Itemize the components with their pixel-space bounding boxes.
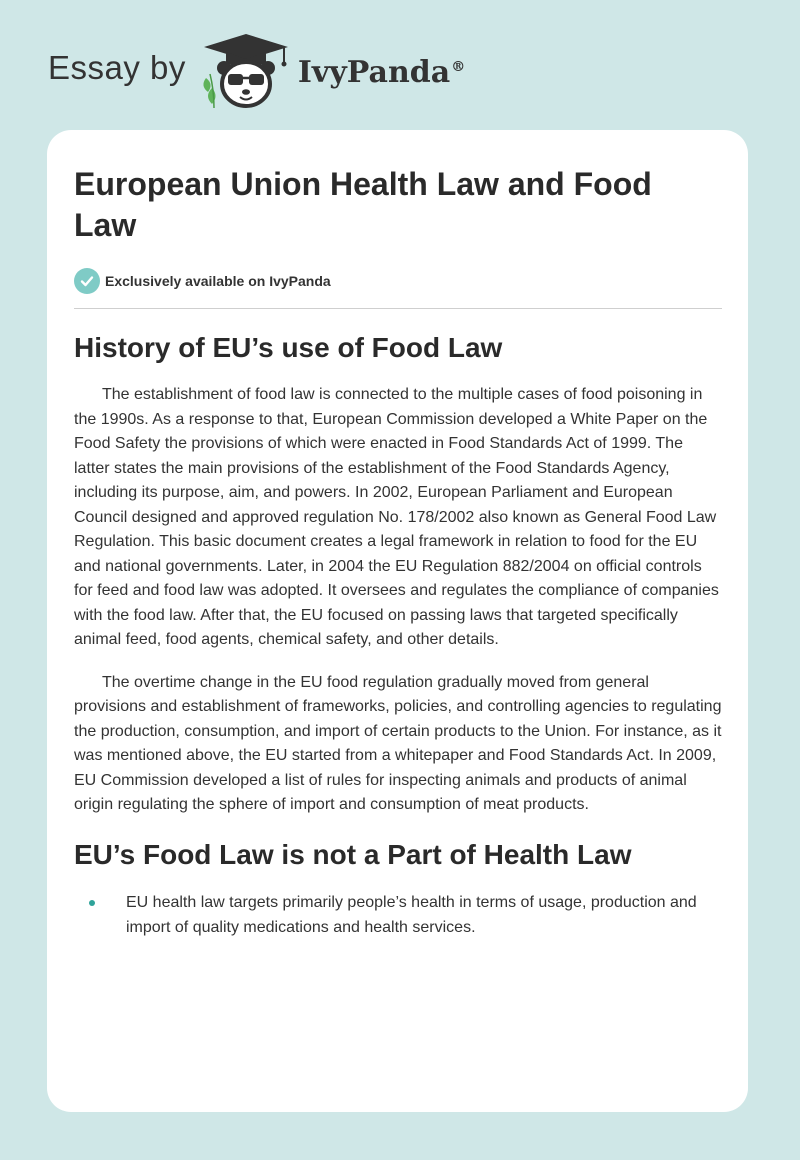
paragraph: The establishment of food law is connected to the multiple cases of food poisoning in the 1990s. As a response to that, European Commission developed a White Paper on the Food Safety the provisions of which were enacted in Food Standards Act of 1999. The latter states the main provisions of the establishment of the Food Standards Agency, including its purpose, aim, and powers. In 2002, European Parliament and European Council designed and approved regulation No. 178/2002 also known as General Food Law Regulation. This basic document creates a legal framework in relation to food for the EU and national governments. Later, in 2004 the EU Regulation 882/2004 on official controls for feed and food law was adopted. It oversees and regulates the compliance of companies with the food law. After that, the EU focused on passing laws that targeted specifically animal feed, food agents, chemical safety, and other details. (74, 386, 719, 648)
section-not-health-law (74, 838, 722, 940)
bullet-list (74, 890, 722, 940)
exclusive-badge (74, 266, 722, 309)
section-history (74, 331, 722, 818)
brand-prefix: Essay by (48, 49, 186, 86)
list-item: EU health law targets primarily people’s health in terms of usage, production and import of quality medications and health services. (126, 890, 722, 940)
brand-header (48, 30, 465, 110)
page-title: European Union Health Law and Food Law (74, 166, 652, 243)
article-card (47, 130, 748, 1112)
panda-graduate-icon (198, 30, 294, 110)
section-heading: History of EU’s use of Food Law (74, 332, 503, 363)
exclusive-text: Exclusively available on IvyPanda (105, 273, 331, 289)
section-heading: EU’s Food Law is not a Part of Health Law (74, 838, 632, 870)
registered-mark: ® (451, 58, 466, 75)
checkmark-icon (74, 268, 100, 294)
paragraph: The overtime change in the EU food regulation gradually moved from general provisions and establishment of frameworks, policies, and controlling agencies to regulating the production, consumption, and import of certain products to the Union. For instance, as it was mentioned above, the EU started from a whitepaper and Food Standards Act. In 2009, EU Commission developed a list of rules for inspecting animals and products of animal origin regulating the sphere of import and consumption of meat products. (74, 673, 722, 813)
brand-name: IvyPanda® (297, 54, 466, 90)
